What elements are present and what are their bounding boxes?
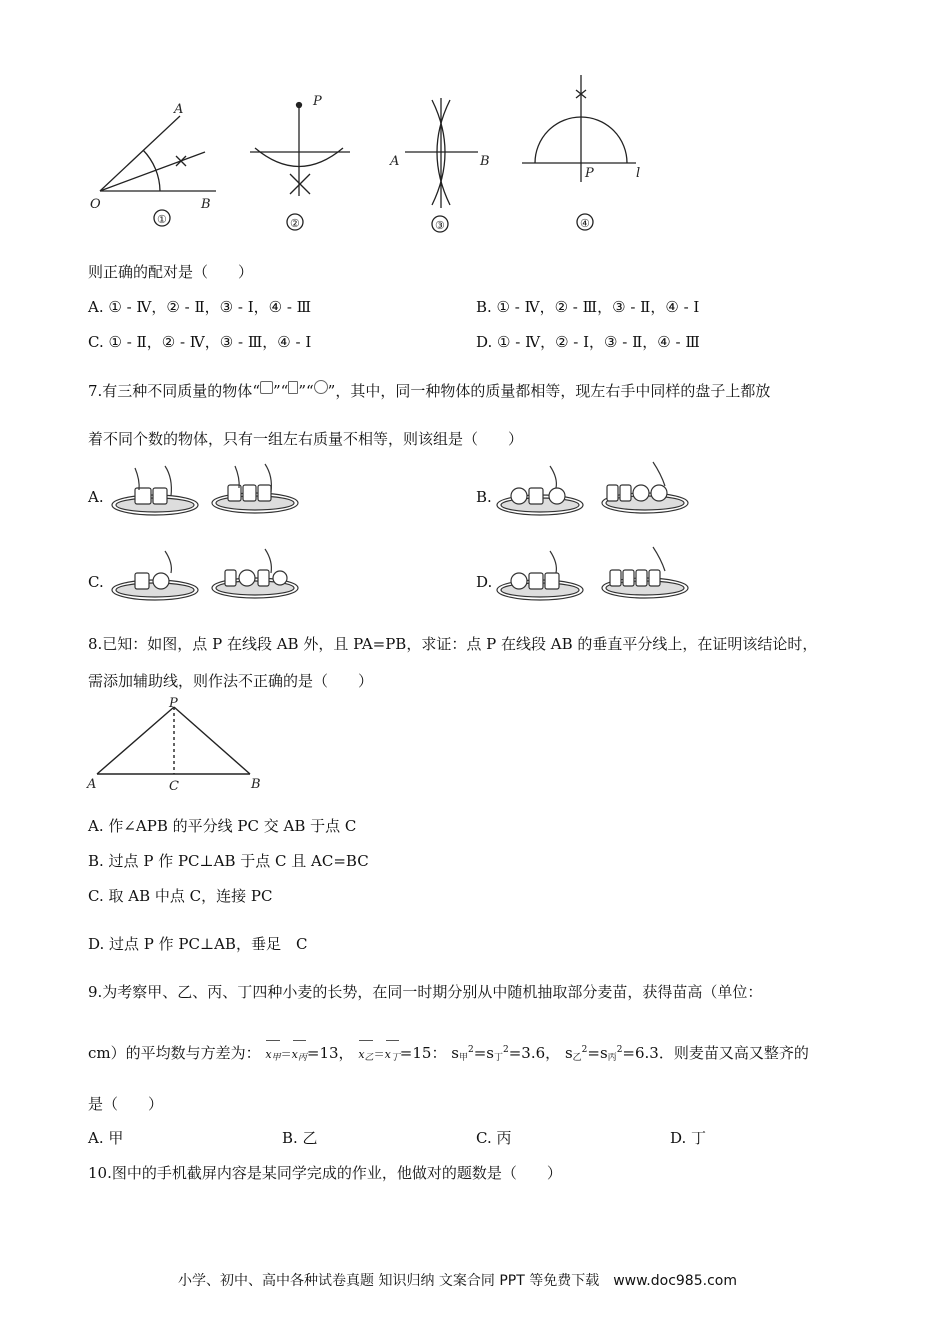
q8-figure-svg xyxy=(85,695,275,800)
mean-x-bing-sub: 丙 xyxy=(297,1053,307,1063)
fig4-label-p: P xyxy=(585,166,594,181)
mean-x-yi-sub: 乙 xyxy=(364,1053,374,1063)
q6-figures-svg xyxy=(0,60,950,250)
var-value-6-3: =6.3．则麦苗又高又整齐的 xyxy=(622,1044,809,1062)
var-s-yi-sup: 2 xyxy=(581,1045,588,1055)
mean-x-bing-symbol: x xyxy=(291,1048,298,1061)
q8-line2: 需添加辅助线，则作法不正确的是（ ） xyxy=(88,672,374,690)
q8-option-c[interactable]: C. 取 AB 中点 C，连接 PC xyxy=(88,887,273,905)
var-s-ding-sub: 丁 xyxy=(493,1053,503,1063)
var-value-3-6: =3.6， xyxy=(508,1044,561,1062)
mean-x-jia-sub: 甲 xyxy=(271,1053,281,1063)
mean-x-ding-sub: 丁 xyxy=(390,1053,400,1063)
q7-option-d[interactable]: D. xyxy=(476,573,493,591)
var-eq-s: =s xyxy=(473,1044,494,1062)
q7-line1 xyxy=(88,380,770,401)
mean-x-bing xyxy=(292,1048,307,1063)
mean-x-ding xyxy=(385,1048,400,1063)
q6-prompt: 则正确的配对是（ ） xyxy=(88,263,254,281)
q7-figure-b-svg xyxy=(495,458,695,533)
fig4-number: ④ xyxy=(580,217,590,230)
var-s-yi-sub: 乙 xyxy=(572,1053,582,1063)
mean-x-jia xyxy=(265,1048,280,1063)
fig2-number: ② xyxy=(290,217,300,230)
figure-2 xyxy=(250,94,350,230)
q9-line2 xyxy=(88,1042,809,1063)
q6-option-c[interactable]: C. ① - Ⅱ，② - Ⅳ，③ - Ⅲ，④ - Ⅰ xyxy=(88,333,312,351)
var-s-jia-sup: 2 xyxy=(467,1045,474,1055)
q8-option-d[interactable]: D. 过点 P 作 PC⊥AB，垂足 C xyxy=(88,935,308,953)
q8-line1: 8.已知：如图，点 P 在线段 AB 外，且 PA=PB，求证：点 P 在线段 AB 的垂直平分线上，在证明该结论时， xyxy=(88,635,818,653)
fig4-label-l: l xyxy=(636,166,641,181)
cube-object-icon xyxy=(260,381,273,394)
q9-option-a[interactable]: A. 甲 xyxy=(88,1129,124,1147)
q7-line1-d: ”，其中，同一种物体的质量都相等，现左右手中同样的盘子上都放 xyxy=(327,382,771,400)
q6-figures xyxy=(0,60,950,250)
q7-figure-c xyxy=(105,543,305,622)
q8-option-b[interactable]: B. 过点 P 作 PC⊥AB 于点 C 且 AC=BC xyxy=(88,852,369,870)
q7-line1-c: ”“ xyxy=(298,382,314,400)
figure-3 xyxy=(389,98,490,232)
q7-line1-b: ”“ xyxy=(272,382,289,400)
q6-option-d[interactable]: D. ① - Ⅳ，② - Ⅰ，③ - Ⅱ，④ - Ⅲ xyxy=(476,333,700,351)
q7-figure-a-svg xyxy=(105,458,305,533)
q8-figure xyxy=(85,695,275,804)
var-s-jia: s xyxy=(451,1044,459,1062)
q8-option-a[interactable]: A. 作∠APB 的平分线 PC 交 AB 于点 C xyxy=(88,817,357,835)
mean-value-13: =13， xyxy=(306,1044,354,1062)
mean-x-jia-symbol: x xyxy=(265,1048,272,1061)
fig2-label-p: P xyxy=(313,94,322,109)
sphere-object-icon xyxy=(314,380,328,394)
q7-line1-a: 7.有三种不同质量的物体“ xyxy=(88,382,260,400)
q7-line2: 着不同个数的物体，只有一组左右质量不相等，则该组是（ ） xyxy=(88,430,524,448)
q9-option-c[interactable]: C. 丙 xyxy=(476,1129,512,1147)
mean-value-15: =15： xyxy=(399,1044,447,1062)
fig1-label-a: A xyxy=(174,102,184,117)
q7-figure-a xyxy=(105,458,305,537)
q10-line1: 10.图中的手机截屏内容是某同学完成的作业，他做对的题数是（ ） xyxy=(88,1164,562,1182)
eq-sign-2: ＝ xyxy=(373,1048,385,1061)
q6-option-a[interactable]: A. ① - Ⅳ，② - Ⅱ，③ - Ⅰ，④ - Ⅲ xyxy=(88,298,312,316)
eq-sign-1: ＝ xyxy=(280,1048,292,1061)
q7-figure-c-svg xyxy=(105,543,305,618)
q9-line3: 是（ ） xyxy=(88,1095,164,1113)
fig3-number: ③ xyxy=(435,219,445,232)
q7-figure-b xyxy=(495,458,695,537)
mean-x-ding-symbol: x xyxy=(384,1048,391,1061)
q7-figure-d-svg xyxy=(495,543,695,618)
fig1-number: ① xyxy=(157,213,167,226)
fig3-label-a: A xyxy=(390,154,400,169)
page-footer: 小学、初中、高中各种试卷真题 知识归纳 文案合同 PPT 等免费下载 www.doc985.com xyxy=(178,1273,737,1289)
q9-option-d[interactable]: D. 丁 xyxy=(670,1129,707,1147)
cylinder-object-icon xyxy=(288,381,298,394)
q7-figure-d xyxy=(495,543,695,622)
q7-option-c[interactable]: C. xyxy=(88,573,104,591)
q7-option-a[interactable]: A. xyxy=(88,488,104,506)
figure-1 xyxy=(90,102,216,226)
q9-option-b[interactable]: B. 乙 xyxy=(282,1129,318,1147)
figure-4 xyxy=(522,75,640,230)
q7-option-b[interactable]: B. xyxy=(476,488,492,506)
mean-x-yi xyxy=(358,1048,373,1063)
var-s-jia-sub: 甲 xyxy=(458,1053,468,1063)
fig1-label-b: B xyxy=(201,197,211,212)
var-s-bing-sub: 丙 xyxy=(607,1053,617,1063)
var-s-ding-sup: 2 xyxy=(502,1045,509,1055)
var-eq-s-2: =s xyxy=(587,1044,608,1062)
fig1-label-o: O xyxy=(90,197,101,212)
q6-option-b[interactable]: B. ① - Ⅳ，② - Ⅲ，③ - Ⅱ，④ - Ⅰ xyxy=(476,298,700,316)
fig3-label-b: B xyxy=(480,154,490,169)
q8-label-c: C xyxy=(169,779,179,794)
mean-x-yi-symbol: x xyxy=(358,1048,365,1061)
q8-label-p: P xyxy=(169,696,178,711)
q9-line1: 9.为考察甲、乙、丙、丁四种小麦的长势，在同一时期分别从中随机抽取部分麦苗，获得苗高（单位： xyxy=(88,983,763,1001)
var-s-bing-sup: 2 xyxy=(616,1045,623,1055)
q8-label-b: B xyxy=(251,777,261,792)
var-s-yi: s xyxy=(564,1044,573,1062)
q9-line2-prefix: cm）的平均数与方差为： xyxy=(88,1044,261,1062)
q8-label-a: A xyxy=(87,777,97,792)
